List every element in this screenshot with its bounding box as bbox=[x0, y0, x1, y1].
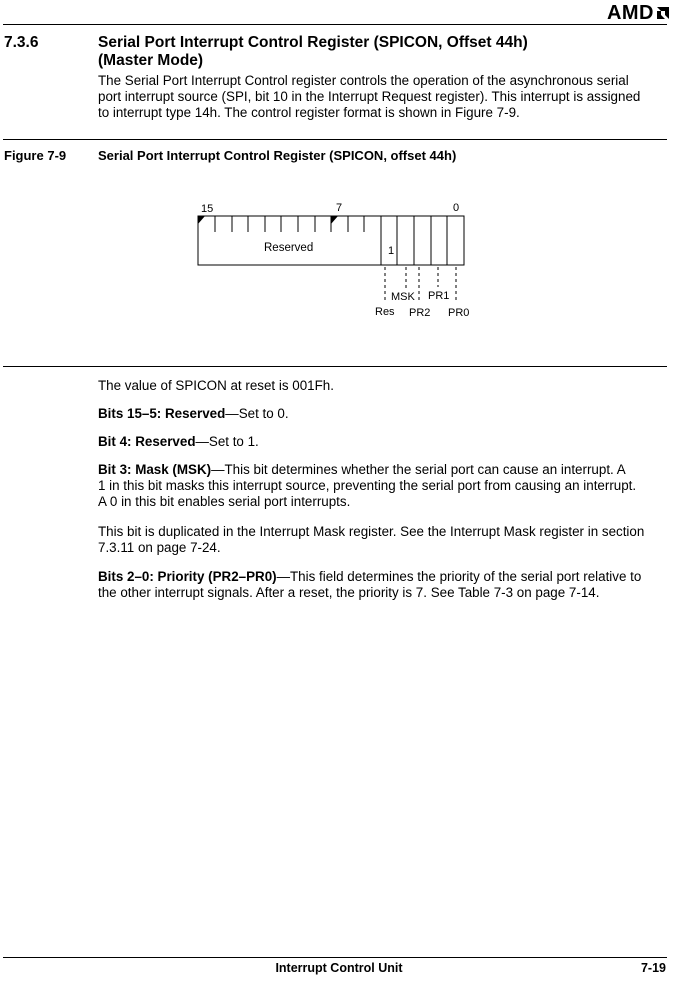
bit3-line2: 1 in this bit masks this interrupt source, preventing the serial port from causing an interrupt. bbox=[98, 478, 637, 493]
field-label-msk: MSK bbox=[391, 291, 415, 303]
bit7-marker-icon bbox=[331, 216, 338, 224]
bit-label-0: 0 bbox=[453, 202, 460, 214]
figure-top-rule bbox=[3, 139, 667, 140]
figure-bottom-rule bbox=[3, 366, 667, 367]
bits2-0-line2: the other interrupt signals. After a reset, the priority is 7. See Table 7-3 on page 7-14. bbox=[98, 585, 600, 600]
bits15-5-label: Bits 15–5: Reserved bbox=[98, 406, 226, 421]
intro-line: to interrupt type 14h. The control register format is shown in Figure 7-9. bbox=[98, 105, 520, 120]
register-diagram bbox=[0, 190, 678, 330]
bit4-description bbox=[98, 434, 668, 450]
bit4-text: —Set to 1. bbox=[195, 434, 259, 449]
reserved-ticks bbox=[215, 216, 364, 232]
bit15-marker-icon bbox=[198, 216, 205, 224]
bit4-value: 1 bbox=[388, 245, 395, 257]
footer-rule bbox=[3, 957, 667, 958]
header-rule bbox=[3, 24, 667, 25]
bit4-label: Bit 4: Reserved bbox=[98, 434, 196, 449]
bit3-label: Bit 3: Mask (MSK) bbox=[98, 462, 212, 477]
bits2-0-line1: —This field determines the priority of the serial port relative to bbox=[276, 569, 642, 584]
figure-title: Serial Port Interrupt Control Register (SPICON, offset 44h) bbox=[98, 148, 457, 163]
bit3-description bbox=[98, 462, 670, 510]
section-title bbox=[98, 34, 658, 70]
footer-chapter: Interrupt Control Unit bbox=[275, 961, 403, 975]
amd-arrow-icon bbox=[656, 6, 670, 20]
section-intro bbox=[98, 73, 668, 121]
amd-logo bbox=[607, 2, 670, 25]
bit-label-15: 15 bbox=[201, 203, 214, 215]
intro-line: The Serial Port Interrupt Control register controls the operation of the asynchronous serial bbox=[98, 73, 629, 88]
bits15-5-description bbox=[98, 406, 668, 422]
duplicate-line: 7.3.11 on page 7-24. bbox=[98, 540, 221, 555]
field-dividers bbox=[381, 216, 447, 265]
footer-page-number: 7-19 bbox=[640, 961, 666, 975]
reset-value-text: The value of SPICON at reset is 001Fh. bbox=[98, 378, 334, 393]
section-title-line2: (Master Mode) bbox=[98, 52, 204, 69]
field-label-pr0: PR0 bbox=[448, 307, 470, 319]
intro-line: port interrupt source (SPI, bit 10 in the Interrupt Request register). This interrupt is assigned bbox=[98, 89, 641, 104]
bit-label-7: 7 bbox=[336, 202, 343, 214]
bits15-5-text: —Set to 0. bbox=[225, 406, 289, 421]
bit3-line1: —This bit determines whether the serial port can cause an interrupt. A bbox=[211, 462, 626, 477]
duplicate-note bbox=[98, 524, 670, 556]
reserved-label: Reserved bbox=[264, 242, 314, 254]
logo-text: AMD bbox=[606, 2, 654, 24]
duplicate-line: This bit is duplicated in the Interrupt Mask register. See the Interrupt Mask register in section bbox=[98, 524, 645, 539]
field-label-pr2: PR2 bbox=[409, 307, 431, 319]
bits2-0-description bbox=[98, 569, 670, 601]
field-label-res: Res bbox=[375, 306, 395, 318]
bit3-line3: A 0 in this bit enables serial port interrupts. bbox=[98, 494, 351, 509]
bits2-0-label: Bits 2–0: Priority (PR2–PR0) bbox=[98, 569, 277, 584]
field-label-pr1: PR1 bbox=[428, 290, 450, 302]
section-number: 7.3.6 bbox=[4, 34, 39, 51]
figure-label: Figure 7-9 bbox=[4, 148, 67, 163]
section-title-line1: Serial Port Interrupt Control Register (SPICON, Offset 44h) bbox=[98, 34, 528, 51]
